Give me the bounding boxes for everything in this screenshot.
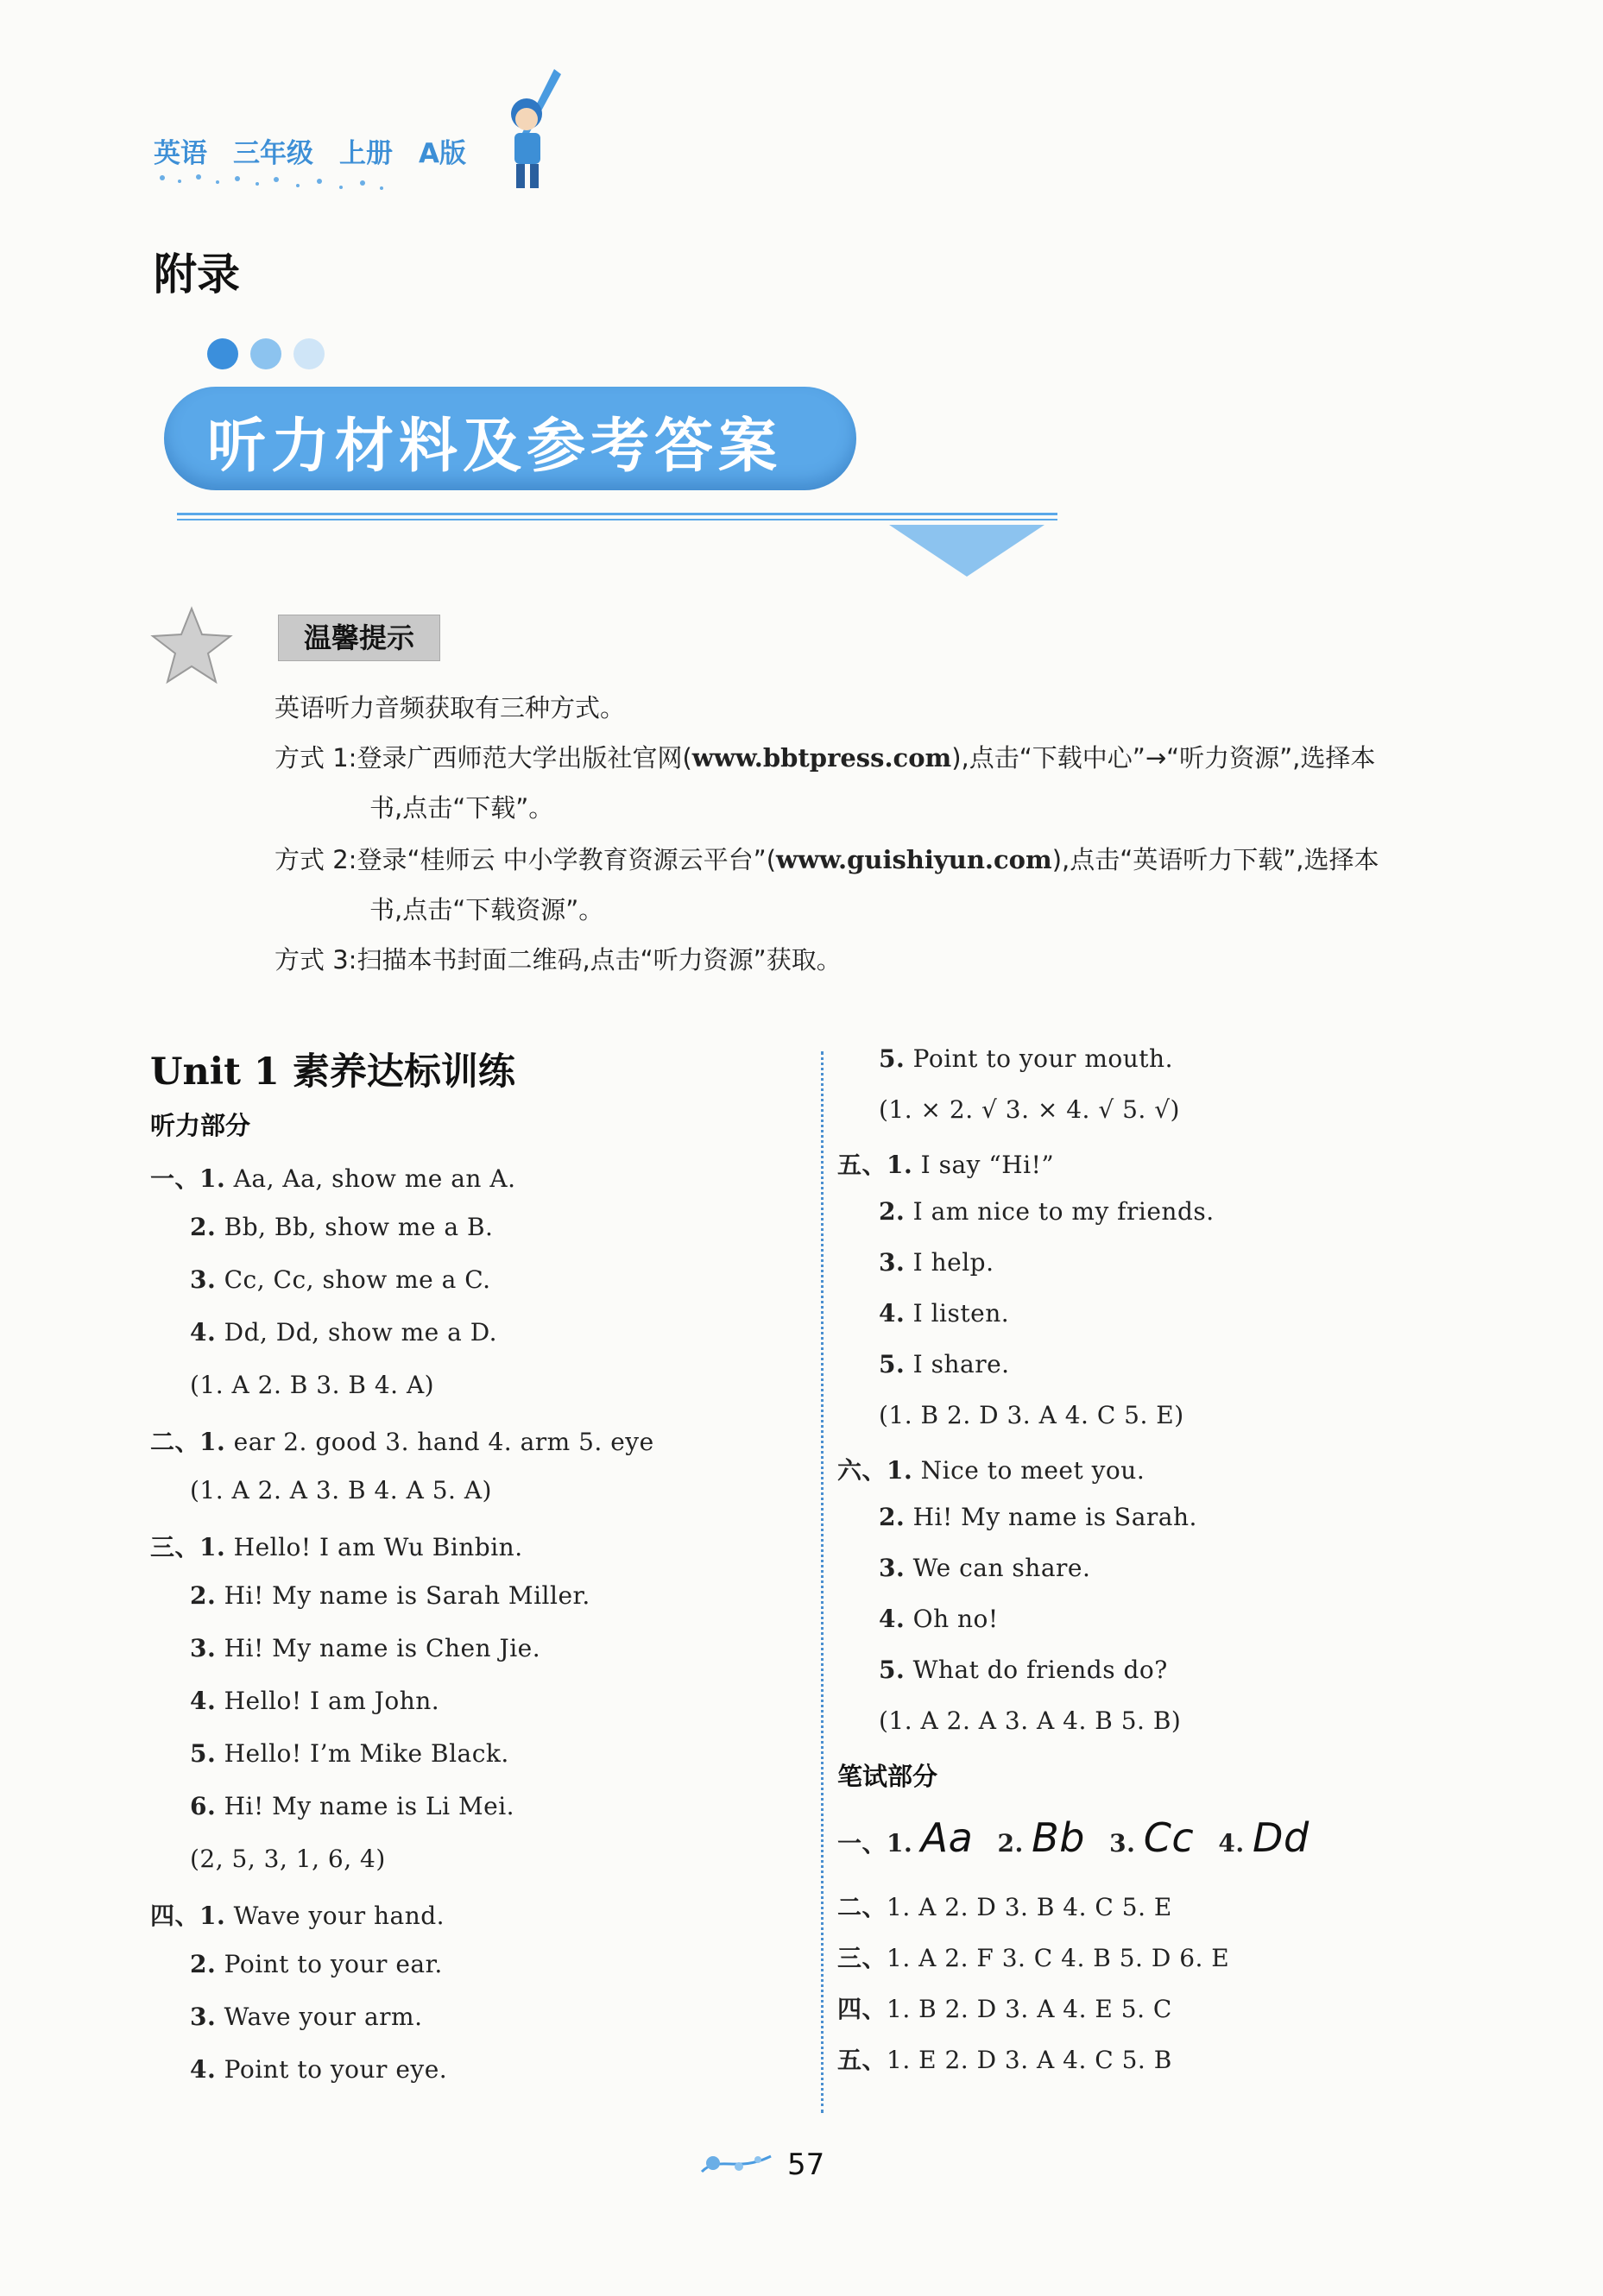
divider-line-bottom — [177, 519, 1057, 520]
answer-key-line: (1. A 2. A 3. B 4. A 5. A) — [190, 1476, 492, 1504]
answer-line: 一、1. Aa, Aa, show me an A. — [150, 1164, 516, 1193]
answer-line: 4. Point to your eye. — [190, 2055, 448, 2084]
answer-line: 4. I listen. — [879, 1299, 1010, 1328]
unit-title: Unit 1 素养达标训练 — [150, 1050, 515, 1094]
divider-line-top — [177, 513, 1057, 515]
answer-line: 3. Hi! My name is Chen Jie. — [190, 1634, 541, 1662]
handwriting-dd: Dd — [1253, 1814, 1310, 1861]
answer-line: 3. I help. — [879, 1248, 994, 1277]
header-edition: A版 — [419, 138, 466, 169]
boy-with-pencil-icon — [501, 69, 570, 194]
answer-line: 6. Hi! My name is Li Mei. — [190, 1792, 515, 1820]
header-volume: 上册 — [339, 138, 393, 169]
tips-label: 温馨提示 — [278, 615, 440, 661]
answer-line: 4. Oh no! — [879, 1605, 999, 1633]
answer-line: 三、1. Hello! I am Wu Binbin. — [150, 1533, 523, 1561]
bbtpress-link: www.bbtpress.com — [691, 743, 952, 773]
answer-key-line: (1. A 2. A 3. A 4. B 5. B) — [879, 1706, 1182, 1735]
answer-key-line: (1. × 2. √ 3. × 4. √ 5. √) — [879, 1095, 1180, 1124]
tip-line-method-1-cont: 书,点击“下载”。 — [369, 793, 554, 823]
answer-line: 5. What do friends do? — [879, 1656, 1168, 1684]
tip-line-intro: 英语听力音频获取有三种方式。 — [275, 693, 626, 722]
tip-line-method-2-cont: 书,点击“下载资源”。 — [369, 895, 604, 924]
answer-line: 3. Wave your arm. — [190, 2003, 423, 2031]
handwriting-aa: Aa — [920, 1814, 974, 1861]
answer-line: 四、1. Wave your hand. — [150, 1902, 445, 1930]
handwriting-cc: Cc — [1143, 1814, 1195, 1861]
tip-line-method-3: 方式 3:扫描本书封面二维码,点击“听力资源”获取。 — [275, 945, 842, 975]
answer-line: 3. We can share. — [879, 1554, 1091, 1582]
flower-vine-icon — [697, 2146, 775, 2180]
answer-line: 五、1. I say “Hi!” — [837, 1151, 1055, 1179]
writing-section-label: 笔试部分 — [837, 1762, 938, 1791]
handwriting-answer-row: 一、1. Aa 2. Bb 3. Cc 4. Dd — [837, 1814, 1310, 1861]
triangle-decoration — [889, 525, 1044, 578]
answer-key-line: (1. A 2. B 3. B 4. A) — [190, 1371, 435, 1399]
sparkle-trail-decoration — [155, 169, 414, 195]
appendix-heading: 附录 — [154, 249, 240, 300]
answer-line: 3. Cc, Cc, show me a C. — [190, 1265, 491, 1294]
answer-key-line: (1. B 2. D 3. A 4. C 5. E) — [879, 1401, 1184, 1429]
answer-line: 六、1. Nice to meet you. — [837, 1456, 1145, 1485]
answer-line: 2. Point to your ear. — [190, 1950, 443, 1978]
answer-line: 2. Hi! My name is Sarah Miller. — [190, 1581, 590, 1610]
tip-line-method-2: 方式 2:登录“桂师云 中小学教育资源云平台”(www.guishiyun.com),点击“英语听力下载”,选择本 — [275, 845, 1379, 874]
answer-key-line: 三、1. A 2. F 3. C 4. B 5. D 6. E — [837, 1944, 1230, 1972]
banner-title: 听力材料及参考答案 — [207, 412, 783, 481]
answer-line: 5. I share. — [879, 1350, 1010, 1378]
answer-key-line: 四、1. B 2. D 3. A 4. E 5. C — [837, 1995, 1172, 2023]
answer-line: 2. Bb, Bb, show me a B. — [190, 1213, 494, 1241]
book-header — [154, 131, 492, 170]
answer-line: 4. Dd, Dd, show me a D. — [190, 1318, 498, 1347]
page-number: 57 — [787, 2148, 825, 2182]
tip-line-method-1: 方式 1:登录广西师范大学出版社官网(www.bbtpress.com),点击“下载中心”→“听力资源”,选择本 — [275, 743, 1376, 773]
answer-key-line: (2, 5, 3, 1, 6, 4) — [190, 1845, 386, 1873]
guishiyun-link: www.guishiyun.com — [776, 845, 1052, 874]
header-grade: 三年级 — [233, 138, 313, 169]
answer-key-line: 二、1. A 2. D 3. B 4. C 5. E — [837, 1893, 1172, 1921]
answer-line: 5. Hello! I’m Mike Black. — [190, 1739, 509, 1768]
star-icon — [148, 604, 235, 686]
answer-line: 2. Hi! My name is Sarah. — [879, 1503, 1197, 1531]
answer-line: 4. Hello! I am John. — [190, 1687, 440, 1715]
listening-section-label: 听力部分 — [150, 1111, 251, 1140]
header-subject: 英语 — [154, 138, 207, 169]
answer-key-line: 五、1. E 2. D 3. A 4. C 5. B — [837, 2046, 1172, 2074]
answer-line: 5. Point to your mouth. — [879, 1044, 1173, 1073]
answer-line: 2. I am nice to my friends. — [879, 1197, 1215, 1226]
column-divider — [821, 1051, 824, 2113]
handwriting-bb: Bb — [1032, 1814, 1085, 1861]
answer-line: 二、1. ear 2. good 3. hand 4. arm 5. eye — [150, 1428, 654, 1456]
